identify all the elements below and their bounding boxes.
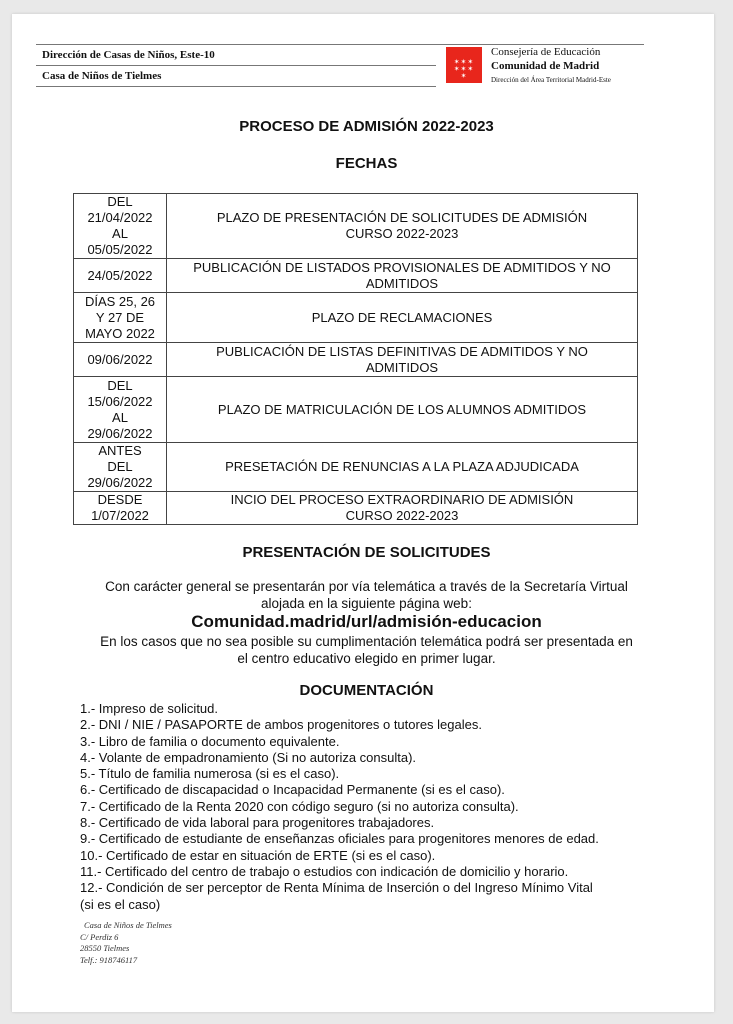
list-item: 9.- Certificado de estudiante de enseñanzas oficiales para progenitores menores de edad. (80, 831, 599, 847)
dates-table (73, 193, 638, 525)
table-row (74, 259, 638, 293)
date-cell: DÍAS 25, 26 Y 27 DE MAYO 2022 (74, 293, 167, 343)
list-item: 7.- Certificado de la Renta 2020 con código seguro (si no autoriza consulta). (80, 798, 519, 814)
table-row (74, 343, 638, 377)
page-title: PROCESO DE ADMISIÓN 2022-2023 (239, 118, 494, 135)
list-item: 10.- Certificado de estar en situación de ERTE (si es el caso). (80, 847, 436, 863)
stamp-postal: 28550 Tielmes (80, 943, 130, 953)
list-item: 3.- Libro de familia o documento equivalente. (80, 733, 340, 749)
header-rule (36, 86, 436, 87)
event-cell: PLAZO DE PRESENTACIÓN DE SOLICITUDES DE ADMISIÓN CURSO 2022-2023 (167, 194, 638, 259)
list-item: 6.- Certificado de discapacidad o Incapacidad Permanente (si es el caso). (80, 782, 505, 798)
list-item: (si es el caso) (80, 896, 161, 912)
date-cell: 24/05/2022 (74, 259, 167, 293)
list-item: 5.- Título de familia numerosa (si es el caso). (80, 766, 340, 782)
header-direction: Dirección de Casas de Niños, Este-10 (42, 49, 215, 61)
fechas-heading: FECHAS (335, 155, 398, 172)
documentacion-list (80, 701, 670, 913)
table-row (74, 293, 638, 343)
school-stamp (80, 920, 172, 966)
list-item: 8.- Certificado de vida laboral para progenitores trabajadores. (80, 815, 435, 831)
solicitudes-paragraph-alt: En los casos que no sea posible su cumplimentación telemática podrá ser presentada en el centro educativo elegido en primer lugar. (100, 634, 633, 666)
stamp-name: Casa de Niños de Tielmes (84, 920, 172, 930)
stamp-address: C/ Perdiz 6 (80, 931, 119, 942)
secretaria-virtual-url: Comunidad.madrid/url/admisión-educacion (191, 612, 542, 631)
comunidad-madrid-logo-icon: ✶✶✶ ✶✶✶ ✶ (446, 47, 482, 83)
event-cell: PLAZO DE MATRICULACIÓN DE LOS ALUMNOS ADMITIDOS (167, 377, 638, 443)
list-item: 1.- Impreso de solicitud. (80, 701, 219, 716)
list-item: 12.- Condición de ser perceptor de Renta Mínima de Inserción o del Ingreso Mínimo Vital (80, 880, 593, 896)
header-school: Casa de Niños de Tielmes (42, 70, 162, 82)
event-cell: INCIO DEL PROCESO EXTRAORDINARIO DE ADMISIÓN CURSO 2022-2023 (167, 492, 638, 525)
list-item: 11.- Certificado del centro de trabajo o estudios con indicación de domicilio y horario. (80, 863, 569, 879)
stamp-phone: Telf.: 918746117 (80, 954, 138, 965)
event-cell: PRESETACIÓN DE RENUNCIAS A LA PLAZA ADJUDICADA (167, 443, 638, 492)
event-cell: PUBLICACIÓN DE LISTAS DEFINITIVAS DE ADMITIDOS Y NO ADMITIDOS (167, 343, 638, 377)
date-cell: DEL 21/04/2022 AL 05/05/2022 (74, 194, 167, 259)
letterhead (36, 44, 644, 86)
table-row (74, 194, 638, 259)
date-cell: 09/06/2022 (74, 343, 167, 377)
table-row (74, 492, 638, 525)
list-item: 2.- DNI / NIE / PASAPORTE de ambos progenitores o tutores legales. (80, 717, 482, 733)
header-rule (36, 65, 436, 66)
table-row (74, 377, 638, 443)
list-item: 4.- Volante de empadronamiento (Si no autoriza consulta). (80, 749, 417, 765)
header-consejeria: Consejería de Educación (491, 46, 601, 58)
header-rule (36, 44, 644, 45)
header-comunidad: Comunidad de Madrid (491, 60, 600, 72)
date-cell: DESDE 1/07/2022 (74, 492, 167, 525)
table-row (74, 443, 638, 492)
documentacion-heading: DOCUMENTACIÓN (299, 682, 434, 699)
header-direccion-area: Dirección del Área Territorial Madrid-Este (491, 76, 611, 84)
solicitudes-paragraph: Con carácter general se presentarán por vía telemática a través de la Secretaría Virtual alojada en la siguiente página web: (105, 579, 628, 611)
date-cell: ANTES DEL 29/06/2022 (74, 443, 167, 492)
date-cell: DEL 15/06/2022 AL 29/06/2022 (74, 377, 167, 443)
solicitudes-heading: PRESENTACIÓN DE SOLICITUDES (242, 544, 491, 561)
event-cell: PUBLICACIÓN DE LISTADOS PROVISIONALES DE ADMITIDOS Y NO ADMITIDOS (167, 259, 638, 293)
event-cell: PLAZO DE RECLAMACIONES (167, 293, 638, 343)
